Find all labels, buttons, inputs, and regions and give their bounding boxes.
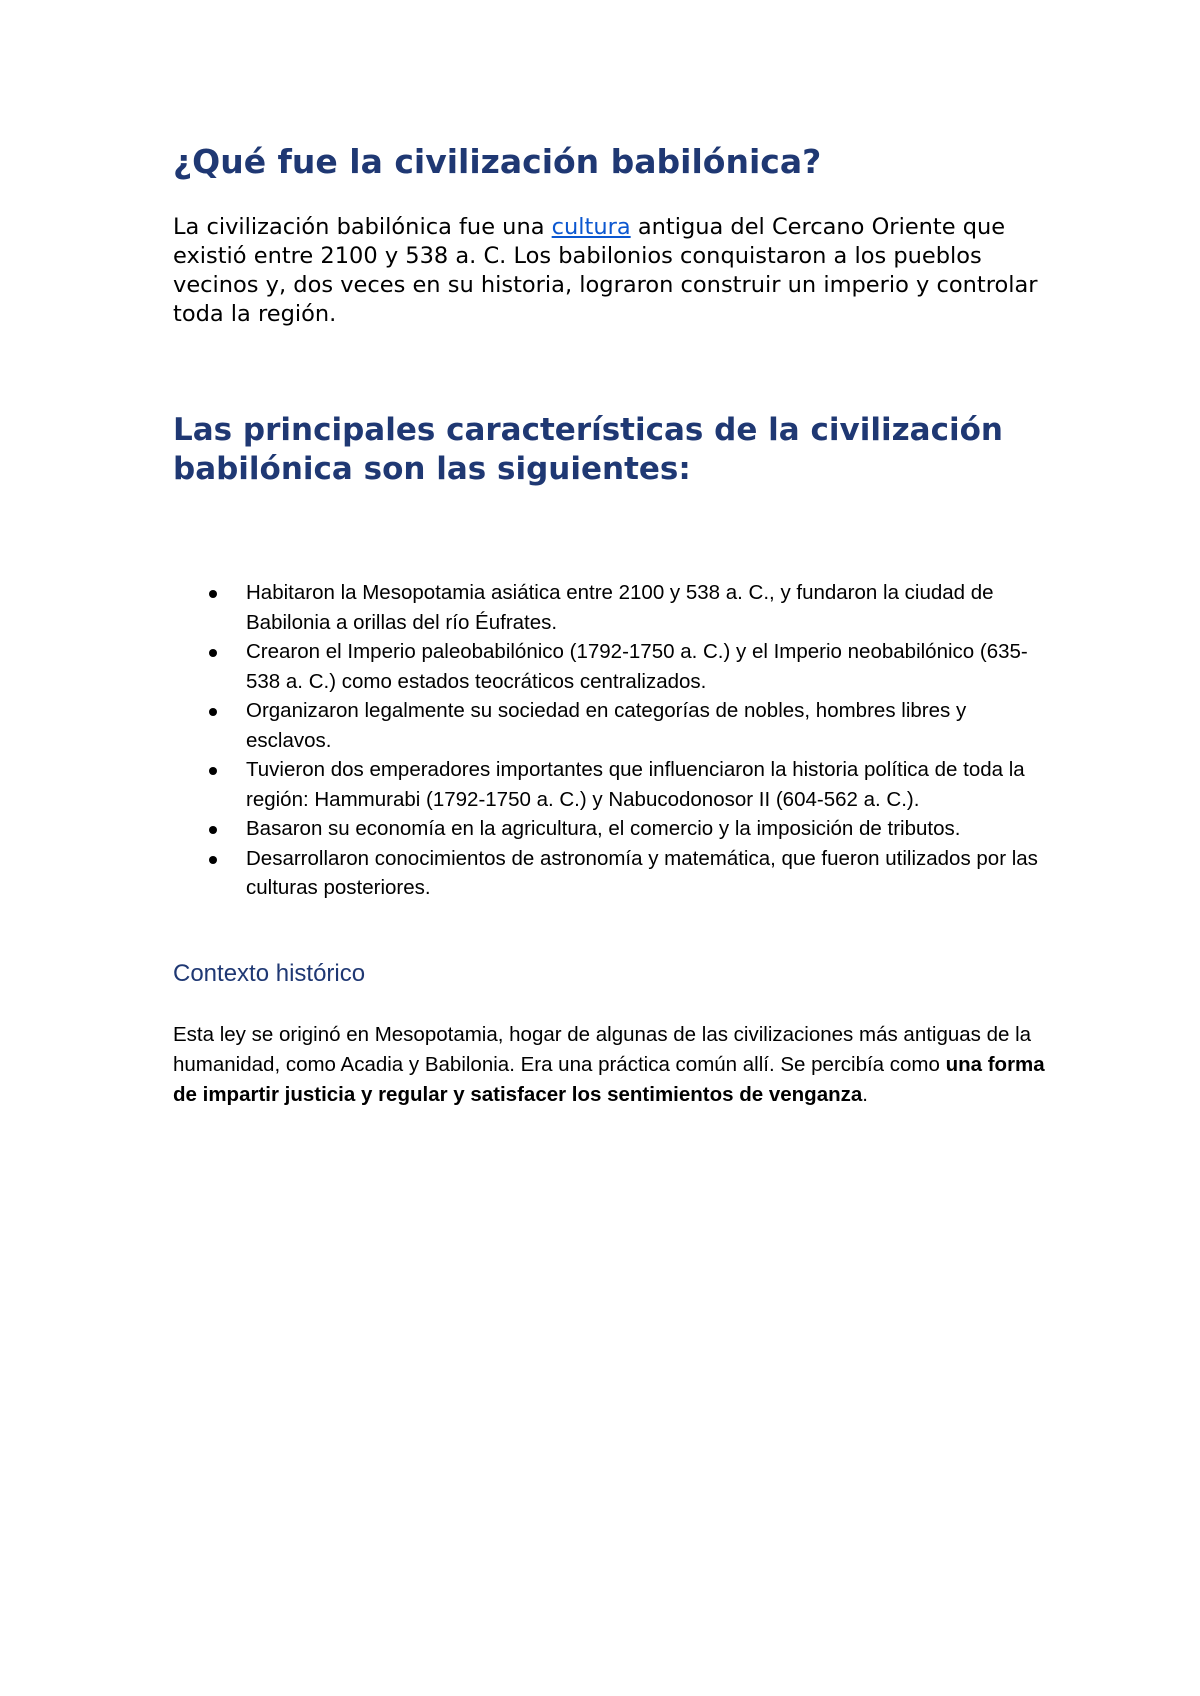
- closing-text: Esta ley se originó en Mesopotamia, hogar de algunas de las civilizaciones más antiguas de la humanidad, como Acadia y Babilonia. Era una práctica común allí. Se percibía como: [173, 1023, 1032, 1076]
- intro-paragraph: [173, 213, 1053, 329]
- list-item-text: Habitaron la Mesopotamia asiática entre 2100 y 538 a. C., y fundaron la ciudad de Babilonia a orillas del río Éufrates.: [246, 581, 994, 634]
- bullet-icon: [209, 856, 217, 864]
- closing-period: .: [862, 1083, 868, 1106]
- characteristics-list: [173, 578, 1053, 903]
- list-item: [173, 637, 1053, 696]
- closing-paragraph: [173, 1020, 1053, 1110]
- intro-text-start: La civilización babilónica fue una: [173, 214, 552, 240]
- section-heading: Las principales características de la civilización babilónica son las siguientes:: [173, 412, 1003, 487]
- intro-text-end: antigua del Cercano Oriente que existió entre 2100 y 538 a. C. Los babilonios conquistaron a los pueblos vecinos y, dos veces en su historia, lograron construir un imperio y controlar toda la región.: [173, 214, 1038, 327]
- list-item-text: Basaron su economía en la agricultura, el comercio y la imposición de tributos.: [246, 817, 961, 840]
- closing-bold-text: una forma de impartir justicia y regular y satisfacer los sentimientos de venganza: [173, 1053, 1045, 1106]
- list-item: [173, 755, 1053, 814]
- list-item: [173, 844, 1053, 903]
- bullet-icon: [209, 826, 217, 834]
- list-item-text: Crearon el Imperio paleobabilónico (1792-1750 a. C.) y el Imperio neobabilónico (635-538 a. C.) como estados teocráticos centralizados.: [246, 640, 1028, 693]
- bullet-icon: [209, 708, 217, 716]
- subheading-contexto: Contexto histórico: [173, 960, 366, 987]
- bullet-icon: [209, 590, 217, 598]
- list-item-text: Desarrollaron conocimientos de astronomía y matemática, que fueron utilizados por las culturas posteriores.: [246, 846, 1038, 899]
- list-item-text: Tuvieron dos emperadores importantes que influenciaron la historia política de toda la región: Hammurabi (1792-1750 a. C.) y Nabucodonosor II (604-562 a. C.).: [246, 758, 1025, 811]
- list-item: [173, 696, 1053, 755]
- list-item-text: Organizaron legalmente su sociedad en categorías de nobles, hombres libres y esclavos.: [246, 699, 967, 752]
- list-item: [173, 578, 1053, 637]
- cultura-link[interactable]: cultura: [551, 214, 631, 240]
- list-item: [173, 814, 1053, 844]
- page-title: ¿Qué fue la civilización babilónica?: [173, 142, 822, 181]
- bullet-icon: [209, 649, 217, 657]
- bullet-icon: [209, 767, 217, 775]
